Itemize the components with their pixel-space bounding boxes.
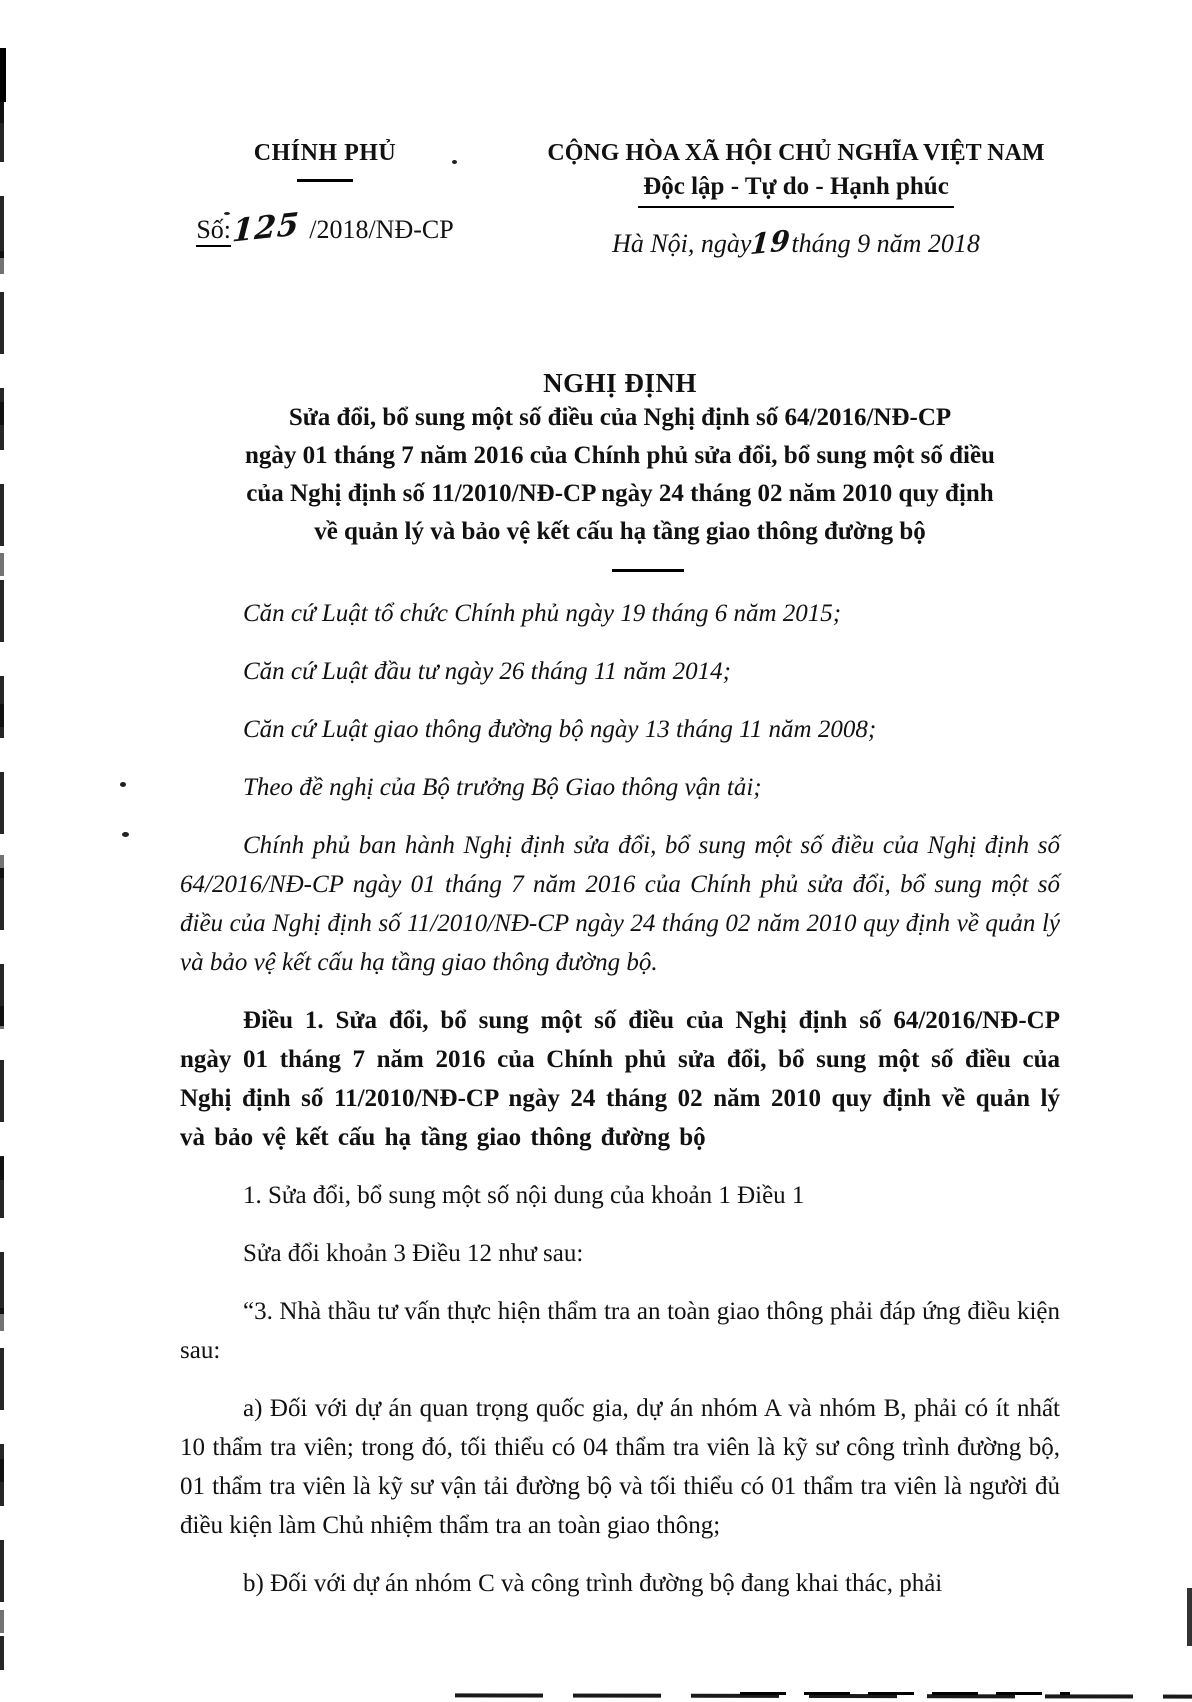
title-block xyxy=(180,368,1060,572)
document-number-suffix: /2018/NĐ-CP xyxy=(309,215,454,244)
left-edge-scan-artifact xyxy=(0,48,6,102)
national-header-block xyxy=(532,140,1060,262)
body-paragraph: “3. Nhà thầu tư vấn thực hiện thẩm tra an toàn giao thông phải đáp ứng điều kiện sau: xyxy=(180,1298,1060,1364)
national-title: CỘNG HÒA XÃ HỘI CHỦ NGHĨA VIỆT NAM xyxy=(547,140,1045,166)
issuing-authority: CHÍNH PHỦ xyxy=(253,140,397,166)
article-1-heading: Điều 1. Sửa đổi, bổ sung một số điều của Nghị định số 64/2016/NĐ-CP ngày 01 tháng 7 năm 2016 của Chính phủ sửa đổi, bổ sung một số điều của Nghị định số 11/2010/NĐ-CP ngày 24 tháng 02 năm 2010 quy định về quản lý và bảo vệ kết cấu hạ tầng giao thông đường bộ xyxy=(180,1007,1060,1151)
document-type-title: NGHỊ ĐỊNH xyxy=(543,368,697,398)
handwritten-document-number: 125 xyxy=(230,206,301,250)
body-paragraph: 1. Sửa đổi, bổ sung một số nội dung của khoản 1 Điều 1 xyxy=(243,1182,805,1209)
left-edge-scan-artifact xyxy=(0,100,4,1670)
document-body xyxy=(180,594,1060,1603)
right-edge-scan-artifact xyxy=(1187,1588,1192,1646)
ink-speck xyxy=(122,832,129,837)
legal-basis-paragraph: Căn cứ Luật đầu tư ngày 26 tháng 11 năm 2014; xyxy=(243,658,731,685)
body-paragraph: b) Đối với dự án nhóm C và công trình đường bộ đang khai thác, phải xyxy=(243,1570,943,1597)
body-paragraph: Sửa đổi khoản 3 Điều 12 như sau: xyxy=(243,1240,584,1267)
body-paragraph: a) Đối với dự án quan trọng quốc gia, dự án nhóm A và nhóm B, phải có ít nhất 10 thẩm tra viên; trong đó, tối thiểu có 04 thẩm tra viên là kỹ sư công trình đường bộ, 01 thẩm tra viên là kỹ sư vận tải đường bộ và tối thiểu có 01 thẩm tra viên là người đủ điều kiện làm Chủ nhiệm thẩm tra an toàn giao thông; xyxy=(180,1395,1060,1539)
divider-rule xyxy=(297,179,353,182)
title-line: của Nghị định số 11/2010/NĐ-CP ngày 24 tháng 02 năm 2010 quy định xyxy=(246,480,994,507)
legal-basis-paragraph: Theo đề nghị của Bộ trưởng Bộ Giao thông vận tải; xyxy=(243,774,762,801)
national-motto-wrap xyxy=(532,173,1060,208)
ink-speck xyxy=(120,782,126,787)
title-divider-rule xyxy=(612,569,684,572)
document-content xyxy=(180,0,1060,1622)
handwritten-day: 19 xyxy=(749,223,793,262)
legal-basis-paragraph: Căn cứ Luật tổ chức Chính phủ ngày 19 tháng 6 năm 2015; xyxy=(243,600,842,627)
document-number xyxy=(180,206,470,250)
document-header xyxy=(180,140,1060,330)
place-and-date xyxy=(532,223,1060,262)
national-motto: Độc lập - Tự do - Hạnh phúc xyxy=(638,173,954,208)
date-suffix: tháng 9 năm 2018 xyxy=(791,229,980,258)
document-number-prefix: Số: xyxy=(196,215,231,247)
bottom-scan-smudge xyxy=(740,1692,1070,1695)
date-prefix: Hà Nội, ngày xyxy=(612,229,752,258)
title-line: ngày 01 tháng 7 năm 2016 của Chính phủ sửa đổi, bổ sung một số điều xyxy=(245,442,995,469)
enactment-paragraph: Chính phủ ban hành Nghị định sửa đổi, bổ sung một số điều của Nghị định số 64/2016/NĐ-CP ngày 01 tháng 7 năm 2016 của Chính phủ sửa đổi, bổ sung một số điều của Nghị định số 11/2010/NĐ-CP ngày 24 tháng 02 năm 2010 quy định về quản lý và bảo vệ kết cấu hạ tầng giao thông đường bộ. xyxy=(180,832,1060,976)
legal-basis-paragraph: Căn cứ Luật giao thông đường bộ ngày 13 tháng 11 năm 2008; xyxy=(243,716,877,743)
title-line: Sửa đổi, bổ sung một số điều của Nghị định số 64/2016/NĐ-CP xyxy=(288,404,952,431)
title-line: về quản lý và bảo vệ kết cấu hạ tầng giao thông đường bộ xyxy=(314,518,926,545)
issuing-authority-block xyxy=(180,140,470,250)
